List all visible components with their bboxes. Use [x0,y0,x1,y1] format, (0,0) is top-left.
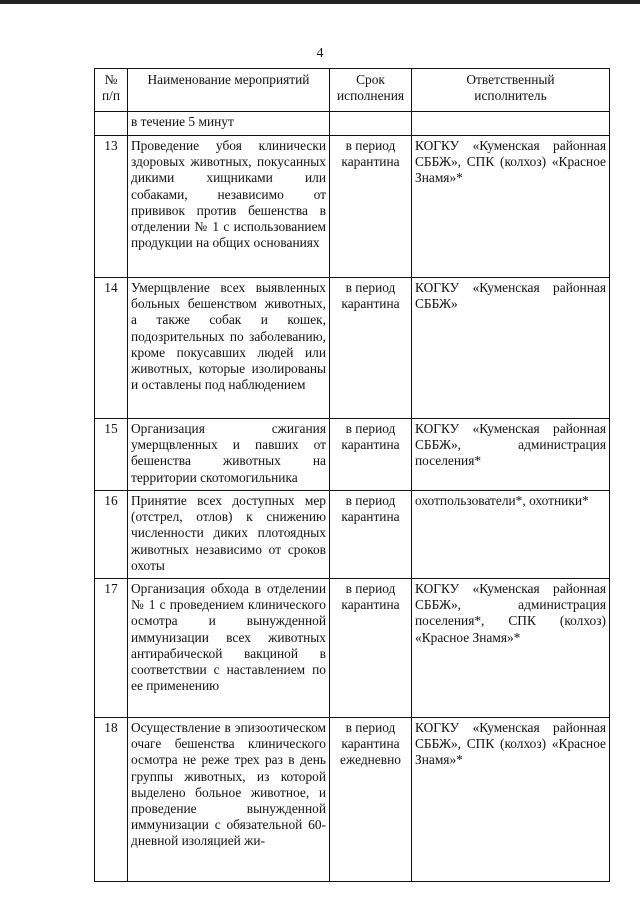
cell-responsible [412,112,610,136]
table-row [95,136,610,278]
page-number: 4 [316,46,324,61]
cell-name: Осуществление в эпизоотическом очаге бешенства клинического осмотра не реже трех раз в день группы животных, из которой выделено больное животное, и проведение вынужденной иммунизации с обязательной 60-дневной изоляцией жи- [128,718,330,882]
table-row [95,579,610,718]
cell-name: Проведение убоя клинически здоровых животных, покусанных дикими хищниками или собаками, независимо от прививок против бешенства в отделении № 1 с использованием продукции на общих основаниях [128,136,330,278]
cell-num: 15 [95,419,128,491]
cell-term: в период карантина [330,491,412,579]
cell-term: в период карантина [330,136,412,278]
cell-responsible: КОГКУ «Куменская районная СББЖ», администрация поселения*, СПК (колхоз) «Красное Знамя»* [412,579,610,718]
cell-term: в период карантина [330,419,412,491]
cell-term: в период карантина [330,579,412,718]
cell-num [95,112,128,136]
cell-responsible: КОГКУ «Куменская районная СББЖ», администрация поселения* [412,419,610,491]
cell-term [330,112,412,136]
table-row-continuation [95,112,610,136]
header-term: Срок исполнения [330,69,412,112]
page-top-edge [0,0,640,4]
table-row [95,718,610,882]
table-row [95,278,610,419]
cell-responsible: КОГКУ «Куменская районная СББЖ», СПК (колхоз) «Красное Знамя»* [412,136,610,278]
table-header-row [95,69,610,112]
table-row [95,491,610,579]
cell-num: 17 [95,579,128,718]
cell-num: 16 [95,491,128,579]
cell-name: Организация обхода в отделении № 1 с проведением клинического осмотра и вынужденной иммунизации всех животных антирабической вакциной в соответствии с наставлением по ее применению [128,579,330,718]
table-row [95,419,610,491]
header-name: Наименование мероприятий [128,69,330,112]
cell-responsible: охотпользователи*, охотники* [412,491,610,579]
cell-name: Организация сжигания умерщвленных и павших от бешенства животных на территории скотомогильника [128,419,330,491]
cell-num: 13 [95,136,128,278]
cell-responsible: КОГКУ «Куменская районная СББЖ», СПК (колхоз) «Красное Знамя»* [412,718,610,882]
cell-responsible: КОГКУ «Куменская районная СББЖ» [412,278,610,419]
cell-name: Принятие всех доступных мер (отстрел, отлов) к снижению численности диких плотоядных животных независимо от сроков охоты [128,491,330,579]
cell-name: Умерщвление всех выявленных больных бешенством животных, а также собак и кошек, подозрительных по заболеванию, кроме покусавших людей или животных, которые изолированы и оставлены под наблюдением [128,278,330,419]
events-table [94,68,610,882]
header-num: № п/п [95,69,128,112]
cell-term: в период карантина [330,278,412,419]
cell-num: 18 [95,718,128,882]
header-responsible: Ответственный исполнитель [412,69,610,112]
cell-term: в период карантина ежедневно [330,718,412,882]
cell-name: в течение 5 минут [128,112,330,136]
cell-num: 14 [95,278,128,419]
